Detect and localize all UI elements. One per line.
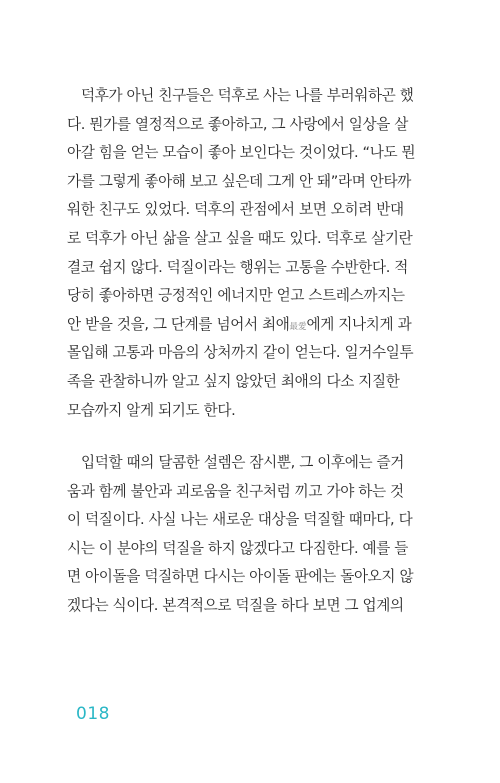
text-line: 입덕할 때의 달콤한 설렘은 잠시뿐, 그 이후에는 즐거 — [81, 454, 405, 471]
text-line: 결코 쉽지 않다. 덕질이라는 행위는 고통을 수반한다. 적 — [67, 258, 409, 276]
text-line: 족을 관찰하니까 알고 싶지 않았던 최애의 다소 지질한 — [67, 372, 400, 390]
text-line: 겠다는 식이다. 본격적으로 덕질을 하다 보면 그 업계의 — [67, 596, 404, 614]
text-line: 덕후가 아닌 친구들은 덕후로 사는 나를 부러워하곤 했 — [81, 87, 414, 104]
paragraph-1 — [67, 82, 467, 425]
text-line: 워한 친구도 있었다. 덕후의 관점에서 보면 오히려 반대 — [67, 201, 404, 219]
text-line: 아갈 힘을 얻는 모습이 좋아 보인다는 것이었다. “나도 뭔 — [67, 144, 416, 162]
hanja-annotation: 最愛 — [289, 321, 307, 332]
text-segment: 안 받을 것을, 그 단계를 넘어서 최애 — [67, 315, 290, 333]
text-line: 몰입해 고통과 마음의 상처까지 같이 얻는다. 일거수일투 — [67, 344, 414, 362]
text-line: 당히 좋아하면 긍정적인 에너지만 얻고 스트레스까지는 — [67, 287, 405, 305]
text-line: 모습까지 알게 되기도 한다. — [67, 401, 236, 419]
text-segment: 에게 지나치게 과 — [306, 315, 412, 333]
page-number: 018 — [76, 704, 110, 724]
text-line: 로 덕후가 아닌 삶을 살고 싶을 때도 있다. 덕후로 살기란 — [67, 229, 413, 247]
text-line: 면 아이돌을 덕질하면 다시는 아이돌 판에는 돌아오지 않 — [67, 568, 414, 586]
paragraph-2 — [67, 449, 467, 621]
text-line: 시는 이 분야의 덕질을 하지 않겠다고 다짐한다. 예를 들 — [67, 539, 409, 557]
text-line: 이 덕질이다. 사실 나는 새로운 대상을 덕질할 때마다, 다 — [67, 511, 413, 529]
text-line: 움과 함께 불안과 괴로움을 친구처럼 끼고 가야 하는 것 — [67, 482, 404, 500]
text-line-with-hanja — [67, 311, 467, 340]
text-line: 가를 그렇게 좋아해 보고 싶은데 그게 안 돼”라며 안타까 — [67, 172, 411, 190]
text-line: 다. 뭔가를 열정적으로 좋아하고, 그 사랑에서 일상을 살 — [67, 115, 409, 133]
